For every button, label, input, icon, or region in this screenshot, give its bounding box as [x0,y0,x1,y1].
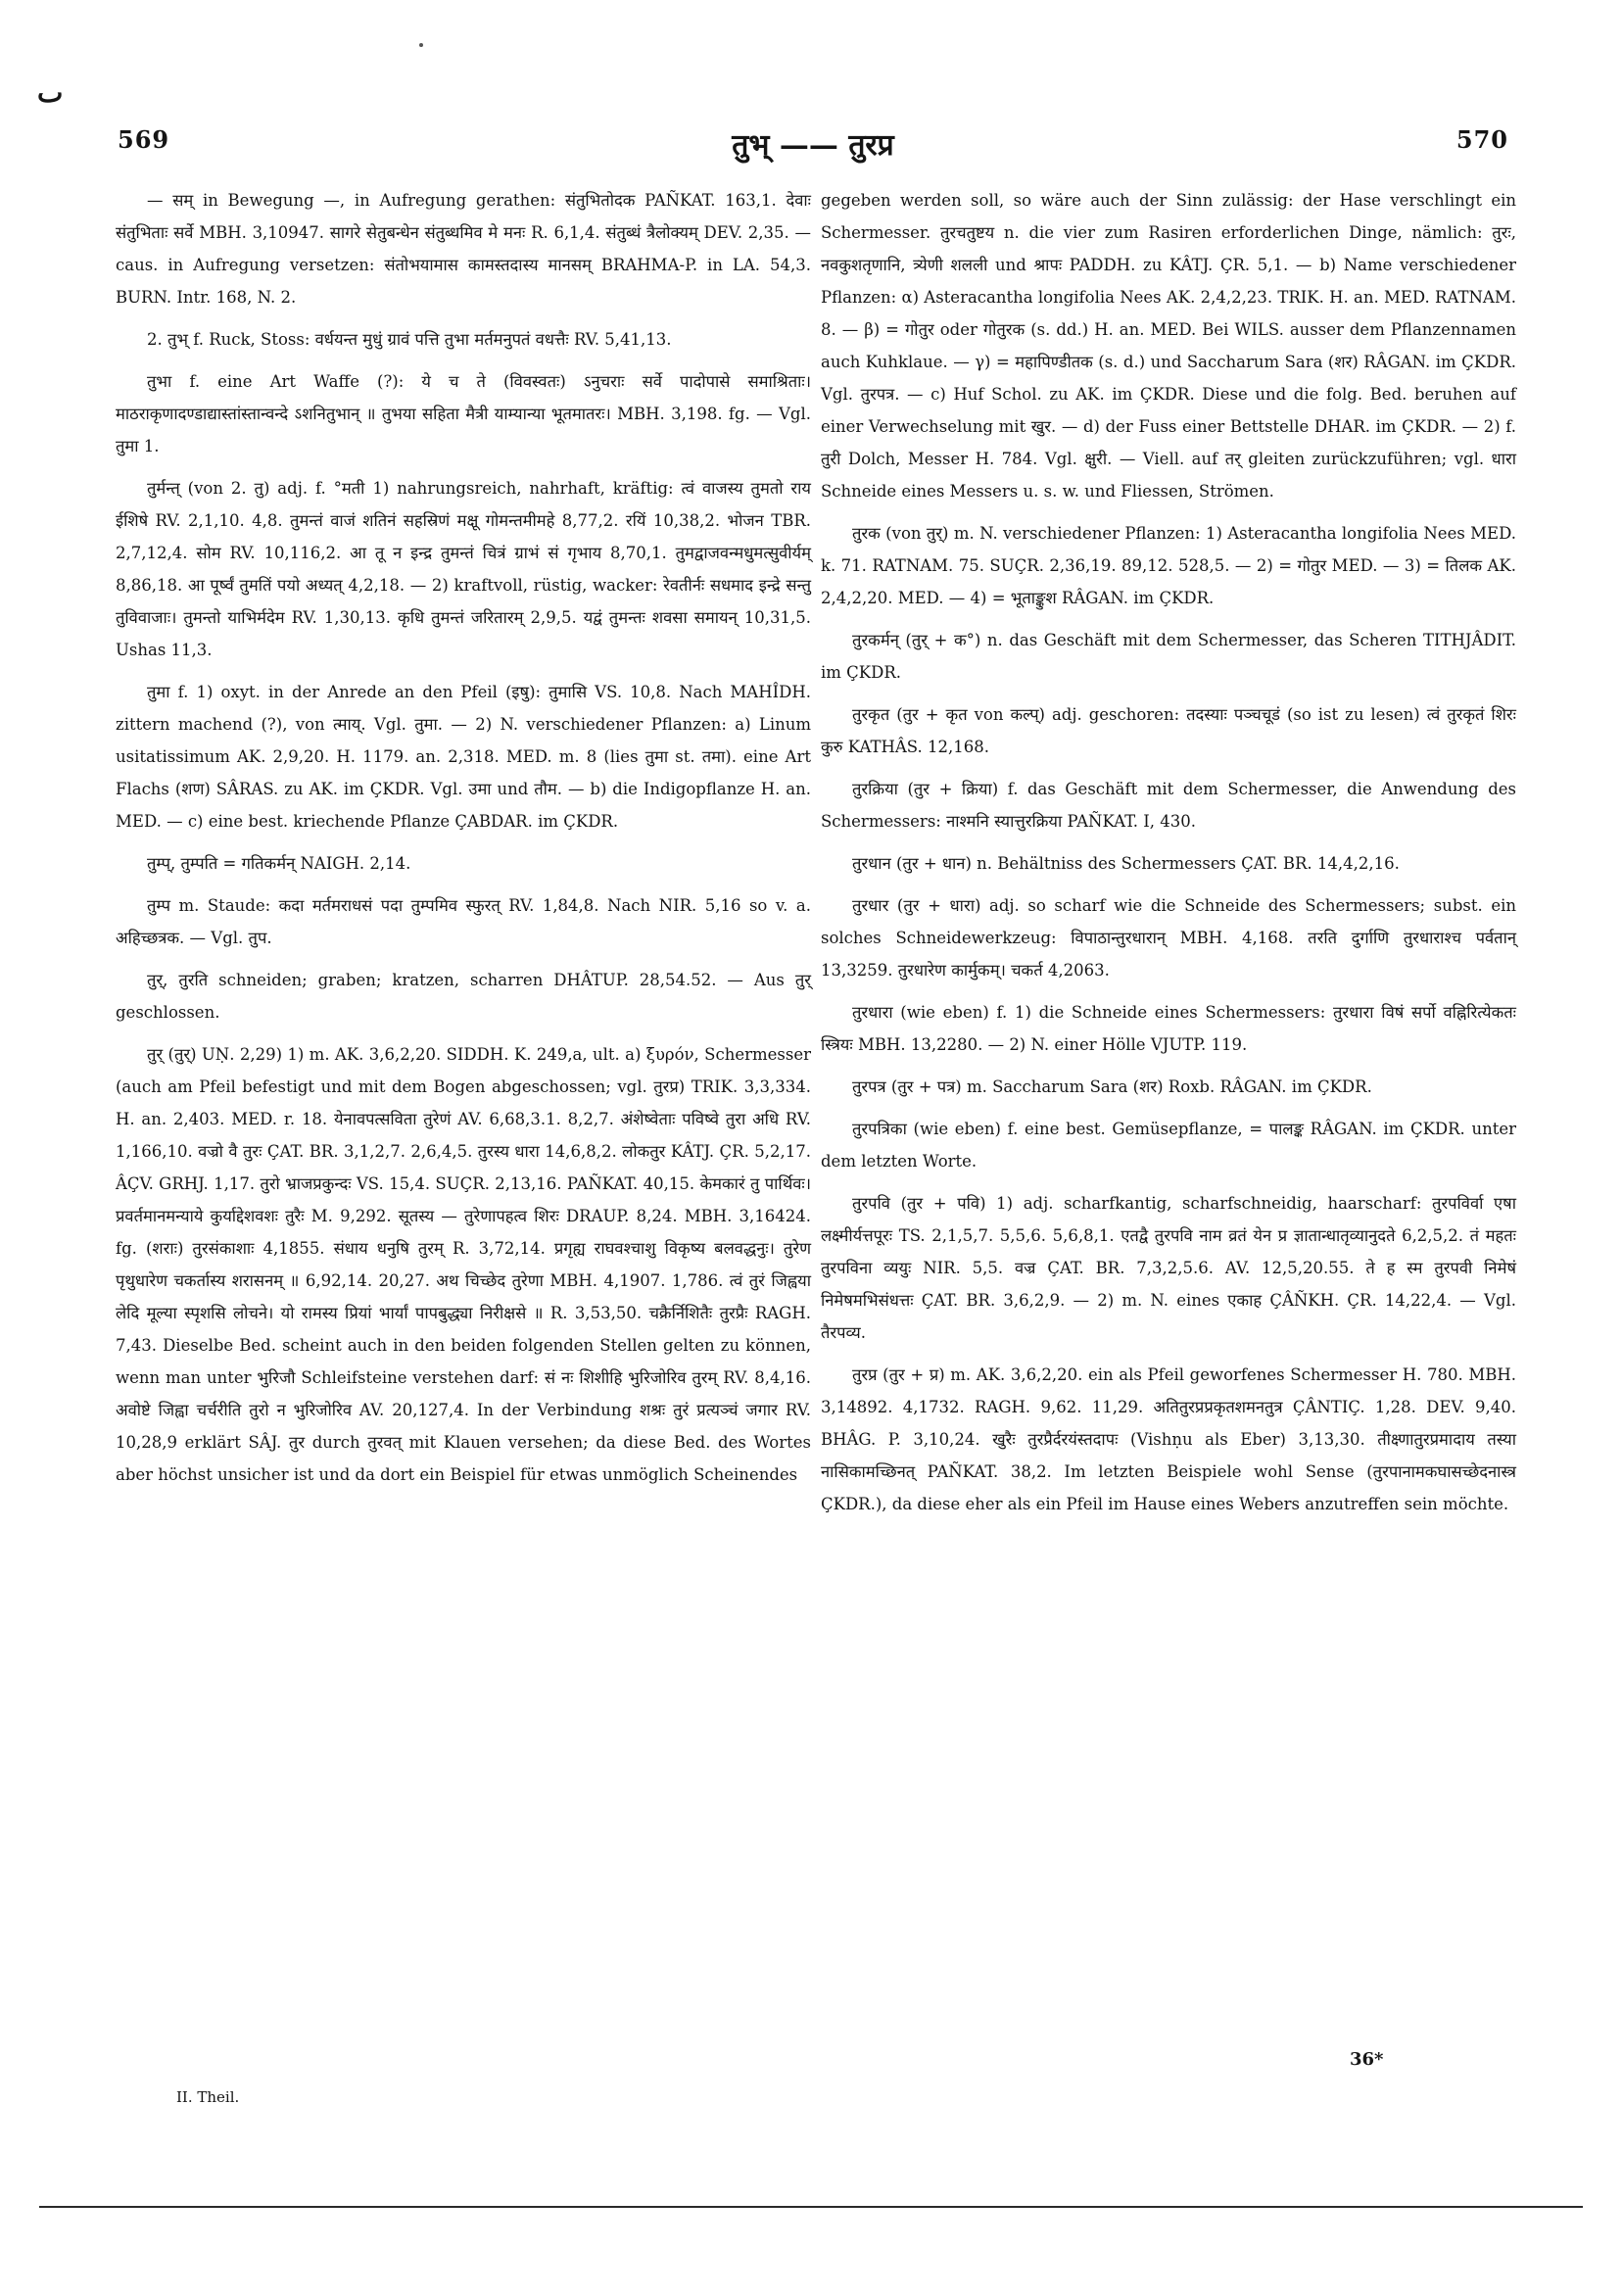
entry-turadhana: तुरधान (तुर + धान) n. Behältniss des Schermessers ÇAT. BR. 14,4,2,16. [852,854,1400,873]
entry-tura-continued: gegeben werden soll, so wäre auch der Sinn zulässig: der Hase verschlingt ein Schermesser. तुरचतुष्टय n. die vier zum Rasiren erforderlichen Dinge, nämlich: तुरः, नवकुशतृणानि, त्र्येणी शलली und श्रापः PADDH. zu KÂTJ. ÇR. 5,1. — b) Name verschiedener Pflanzen: α) Asteracantha longifolia Nees AK. 2,4,2,23. TRIK. H. an. MED. RATNAM. 8. — β) = गोतुर oder गोतुरक (s. dd.) H. an. MED. Bei WILS. ausser dem Pflanzennamen auch Kuhklaue. — γ) = महापिण्डीतक (s. d.) und Saccharum Sara (शर) RÂGAN. im ÇKDR. Vgl. तुरपत्र. — c) Huf Schol. zu AK. im ÇKDR. Diese und die folg. Bed. beruhen auf einer Verwechselung mit खुर. — d) der Fuss einer Bettstelle DHAR. im ÇKDR. — 2) f. तुरी Dolch, Messer H. 784. Vgl. क्षुरी. — Viell. auf तर् gleiten zurückzuführen; vgl. धारा Schneide eines Messers u. s. w. und Fliessen, Strömen. [821,191,1516,501]
entry-turaka: तुरक (von तुर्) m. N. verschiedener Pflanzen: 1) Asteracantha longifolia Nees MED. k. 71. RATNAM. 75. SUÇR. 2,36,19. 89,12. 528,5. — 2) = गोतुर MED. — 3) = तिलक AK. 2,4,2,20. MED. — 4) = भूताङ्कुश RÂGAN. im ÇKDR. [821,524,1516,607]
corner-mark: ٮ [37,76,64,109]
entry-tur-verb: तुर्, तुरति schneiden; graben; kratzen, scharren DHÂTUP. 28,54.52. — Aus तुर् geschlossen. [116,971,811,1022]
page-header [118,125,1508,168]
entry-turadhara-adj: तुरधार (तुर + धारा) adj. so scharf wie die Schneide des Schermessers; subst. ein solches Schneidewerkzeug: विपाठान्तुरधारान् MBH. 4,168. तरति दुर्गाणि तुरधाराश्च पर्वतान् 13,3259. तुरधारेण कार्मुकम्। चकर्त 4,2063. [821,896,1516,980]
left-page-number: 569 [118,125,170,154]
entry-sam-tubh: — सम् in Bewegung —, in Aufregung gerathen: संतुभितोदक PAÑKAT. 163,1. देवाः संतुभिताः सर्वे MBH. 3,10947. सागरे सेतुबन्धेन संतुब्धमिव मे मनः R. 6,1,4. संतुब्धं त्रैलोक्यम् DEV. 2,35. — caus. in Aufregung versetzen: संतोभयामास कामस्तदास्य मानसम् BRAHMA-P. in LA. 54,3. BURN. Intr. 168, N. 2. [116,191,811,307]
entry-turapavi: तुरपवि (तुर + पवि) 1) adj. scharfkantig, scharfschneidig, haarscharf: तुरपविर्वा एषा लक्ष्मीर्यत्तपूरः TS. 2,1,5,7. 5,5,6. 5,6,8,1. एतद्वै तुरपवि नाम व्रतं येन प्र ज्ञातान्धातृव्यानुदते 6,2,5,2. तं महतः तुरपविना व्ययुः NIR. 5,5. वज्र ÇAT. BR. 7,3,2,5.6. AV. 12,5,20.55. ते ह स्म तुरपवी निमेषं निमेषमभिसंधत्तः ÇAT. BR. 3,6,2,9. — 2) m. N. eines एकाह ÇÂÑKH. ÇR. 14,22,4. — Vgl. तैरपव्य. [821,1194,1516,1342]
entry-tumpa: तुम्प m. Staude: कदा मर्तमराधसं पदा तुम्पमिव स्फुरत् RV. 1,84,8. Nach NIR. 5,16 so v. a. अहिच्छत्रक. — Vgl. तुप. [116,896,811,947]
bottom-rule [39,2206,1583,2208]
entry-turakrta: तुरकृत (तुर + कृत von कल्प्) adj. geschoren: तदस्याः पञ्चचूडं (so ist zu lesen) त्वं तुरकृतं शिरः कुरु KATHÂS. 12,168. [821,705,1516,756]
entry-turadhara-f: तुरधारा (wie eben) f. 1) die Schneide eines Schermessers: तुरधारा विषं सर्पो वह्निरित्येकतः स्त्रियः MBH. 13,2280. — 2) N. einer Hölle VJUTP. 119. [821,1003,1516,1054]
running-head: तुभ् —— तुरप्र [732,128,894,163]
entry-tura: तुर् (तुर्) UṆ. 2,29) 1) m. AK. 3,6,2,20. SIDDH. K. 249,a, ult. a) ξυρόν, Schermesser (auch am Pfeil befestigt und mit dem Bogen abgeschossen; vgl. तुरप्र) TRIK. 3,3,334. H. an. 2,403. MED. r. 18. येनावपत्सविता तुरेणं AV. 6,68,3.1. 8,2,7. अंशेष्वेताः पविष्वे तुरा अधि RV. 1,166,10. वज्रो वै तुरः ÇAT. BR. 3,1,2,7. 2,6,4,5. तुरस्य धारा 14,6,8,2. लोकतुर KÂTJ. ÇR. 5,2,17. ÂÇV. GRHJ. 1,17. तुरो भ्राजप्रकुन्दः VS. 15,4. SUÇR. 2,13,16. PAÑKAT. 40,15. केमकारं तु पार्थिवः। प्रवर्तमानमन्याये कुर्याद्देशवशः तुरैः M. 9,292. सूतस्य — तुरेणापहत्व शिरः DRAUP. 8,24. MBH. 3,16424. fg. (शराः) तुरसंकाशाः 4,1855. संधाय धनुषि तुरम् R. 3,72,14. प्रगृह्य राघवश्चाशु विकृष्य बलवद्धनुः। तुरेण पृथुधारेण चकर्तास्य शरासनम् ॥ 6,92,14. 20,27. अथ चिच्छेद तुरेणा MBH. 4,1907. 1,786. त्वं तुरं जिह्वया लेदि मूल्या स्पृशसि लोचने। यो रामस्य प्रियां भार्यां पापबुद्ध्या निरीक्षसे ॥ R. 3,53,50. चक्रैर्निशितैः तुरप्रैः RAGH. 7,43. Dieselbe Bed. scheint auch in den beiden folgenden Stellen gelten zu können, wenn man unter भुरिजौ Schleifsteine verstehen darf: सं नः शिशीहि भुरिजोरिव तुरम् RV. 8,4,16. अवोष्टे जिह्वा चर्चरीति तुरो न भुरिजोरिव AV. 20,127,4. In der Verbindung शश्रः तुरं प्रत्यञ्चं जगार RV. 10,28,9 erklärt SÂJ. तुर durch तुरवत् mit Klauen versehen; da diese Bed. des Wortes aber höchst unsicher ist und da dort ein Beispiel für etwas unmöglich Scheinendes [116,1045,811,1484]
entry-tump: तुम्प्, तुम्पति = गतिकर्मन् NAIGH. 2,14. [147,854,411,873]
entry-turakarman: तुरकर्मन् (तुर् + क°) n. das Geschäft mit dem Schermesser, das Scheren TITHJÂDIT. im ÇKDR. [821,631,1516,682]
entry-tubh-2: 2. तुभ् f. Ruck, Stoss: वर्धयन्त मुधुं ग्रावं पत्ति तुभा मर्तमनुपतं वधत्तैः RV. 5,41,13. [147,330,672,349]
scan-speck [419,43,423,47]
part-label: II. Theil. [176,2088,240,2106]
entry-turapra: तुरप्र (तुर + प्र) m. AK. 3,6,2,20. ein als Pfeil geworfenes Schermesser H. 780. MBH. 3,14892. 4,1732. RAGH. 9,62. 11,29. अतितुरप्रप्रकृतशमनतुत्र ÇÂNTIÇ. 1,28. DEV. 9,40. BHÂG. P. 3,10,24. खुरैः तुरप्रैर्दरयंस्तदापः (Vishṇu als Eber) 3,13,30. तीक्ष्णातुरप्रमादाय तस्या नासिकामच्छिनत् PAÑKAT. 38,2. Im letzten Beispiele wohl Sense (तुरपानामकघासच्छेदनास्त्र ÇKDR.), da diese eher als ein Pfeil im Hause eines Webers anzutreffen sein möchte. [821,1365,1516,1513]
signature-mark: 36* [1350,2049,1384,2070]
entry-tuma: तुमा f. 1) oxyt. in der Anrede an den Pfeil (इषु): तुमासि VS. 10,8. Nach MAHÎDH. zittern machend (?), von त्माय्. Vgl. तुमा. — 2) N. verschiedener Pflanzen: a) Linum usitatissimum AK. 2,9,20. H. 1179. an. 2,318. MED. m. 8 (lies तुमा st. तमा). eine Art Flachs (शण) SÂRAS. zu AK. im ÇKDR. Vgl. उमा und तौम. — b) die Indigopflanze H. an. MED. — c) eine best. kriechende Pflanze ÇABDAR. im ÇKDR. [116,683,811,831]
entry-tumant: तुर्मन्त् (von 2. तु) adj. f. °मती 1) nahrungsreich, nahrhaft, kräftig: त्वं वाजस्य तुमतो राय ईशिषे RV. 2,1,10. 4,8. तुमन्तं वाजं शतिनं सहस्रिणं मक्षू गोमन्तमीमहे 8,77,2. रयिं 10,38,2. भोजन TBR. 2,7,12,4. सोम RV. 10,116,2. आ तू न इन्द्र तुमन्तं चित्रं ग्राभं सं गृभाय 8,70,1. तुमद्वाजवन्मधुमत्सुवीर्यम् 8,86,18. आ पूर्ष्वं तुमतिं पयो अध्यत् 4,2,18. — 2) kraftvoll, rüstig, wacker: रेवतीर्नः सधमाद इन्द्रे सन्तु तुविवाजाः। तुमन्तो याभिर्मदेम RV. 1,30,13. कृधि तुमन्तं जरितारम् 2,9,5. यद्वं तुमन्तः शवसा समायन् 10,31,5. Ushas 11,3. [116,479,811,659]
entry-tubha: तुभा f. eine Art Waffe (?): ये च ते (विवस्वतः) ऽनुचराः सर्वे पादोपासे समाश्रिताः। माठराकृणादण्डाद्यास्तांस्तान्वन्दे ऽशनितुभान् ॥ तुभया सहिता मैत्री याम्यान्या भूतमातरः। MBH. 3,198. fg. — Vgl. तुमा 1. [116,372,811,455]
left-column [116,184,811,1501]
right-column [821,184,1516,1530]
entry-turakriya: तुरक्रिया (तुर + क्रिया) f. das Geschäft mit dem Schermesser, die Anwendung des Schermessers: नाश्मनि स्यात्तुरक्रिया PAÑKAT. I, 430. [821,780,1516,831]
entry-turapatra: तुरपत्र (तुर + पत्र) m. Saccharum Sara (शर) Roxb. RÂGAN. im ÇKDR. [852,1077,1372,1096]
right-page-number: 570 [1455,125,1508,154]
entry-turapatrika: तुरपत्रिका (wie eben) f. eine best. Gemüsepflanze, = पालङ्क RÂGAN. im ÇKDR. unter dem letzten Worte. [821,1120,1516,1171]
